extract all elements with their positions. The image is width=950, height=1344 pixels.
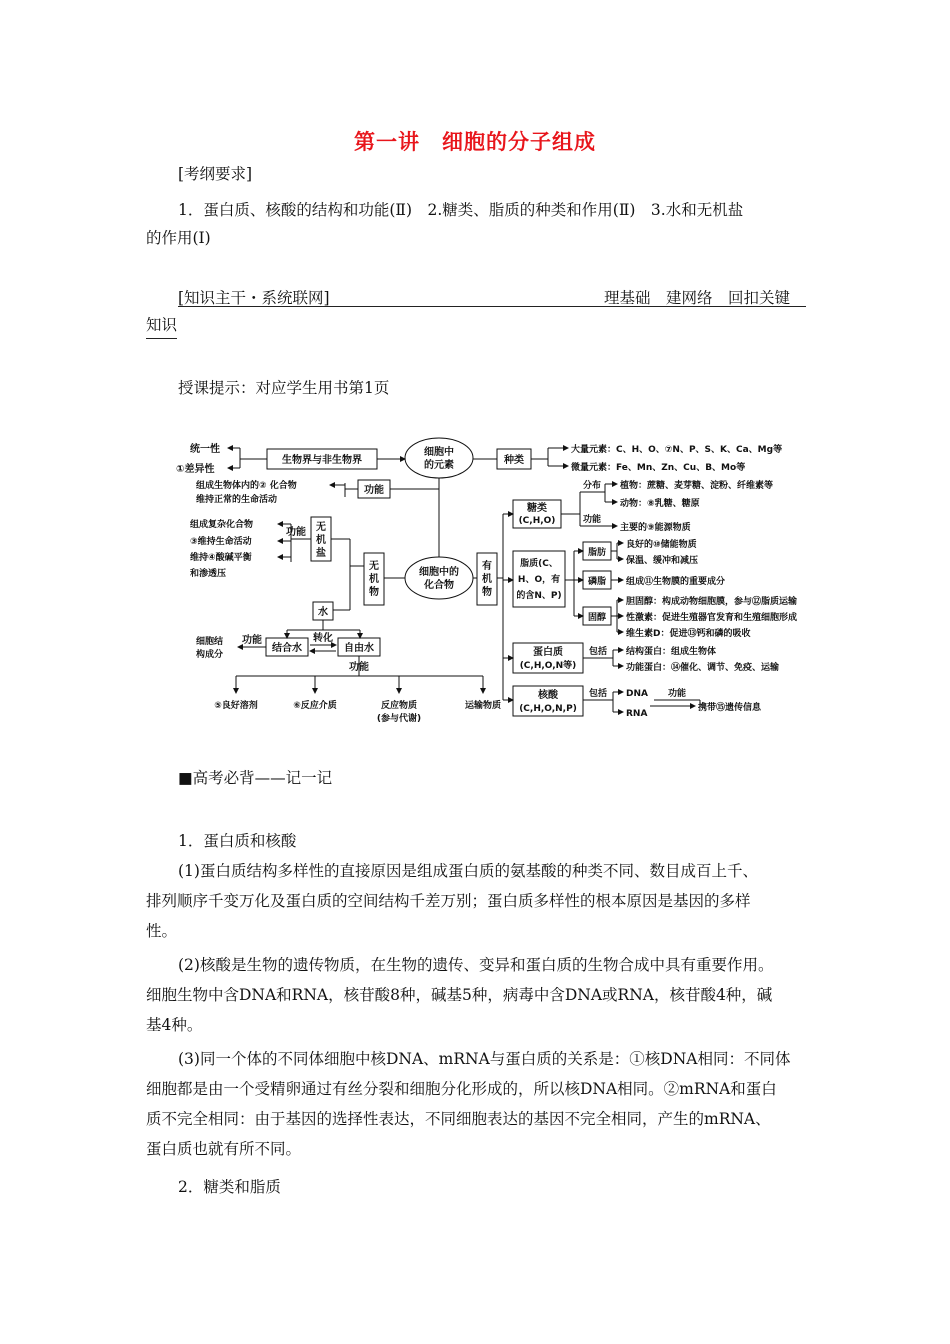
bio-relation-label: 生物界与非生物界 [282,455,362,466]
water-function-3b: (参与代谢) [376,714,422,724]
salt-function-2: ③维持生命活动 [190,537,252,547]
protein-function-2: 功能蛋白：⑭催化、调节、免疫、运输 [626,663,780,673]
water-label: 水 [318,607,328,618]
lipid-2: H、O，有 [517,575,561,585]
svg-text:物: 物 [482,587,492,598]
section-header-wrap: 知识 [146,312,177,339]
nucleic-elements: (C,H,O,N,P) [519,704,577,714]
svg-text:物: 物 [369,587,379,598]
page-title: 第一讲 细胞的分子组成 [354,130,596,154]
section-header-left: [知识主干・系统联网] [178,289,330,307]
cell-struct-2: 构成分 [196,650,224,660]
fat-function-2: 保温、缓冲和减压 [626,556,699,566]
center-top-1: 细胞中 [424,447,454,458]
salt-function-4: 和渗透压 [190,569,227,579]
protein-function-1: 结构蛋白：组成生物体 [626,647,717,657]
p2-line-3: 基4种。 [146,1016,203,1034]
sugar-elements: (C,H,O) [518,516,556,526]
salt-function-3: 维持④酸碱平衡 [190,553,252,563]
p1-line-1: (1)蛋白质结构多样性的直接原因是组成蛋白质的氨基酸的种类不同、数目成百上千、 [178,862,758,880]
element-function-2: 维持正常的生命活动 [196,495,278,505]
salt-function-1: 组成复杂化合物 [190,520,254,530]
sterol-function-3: 维生素D：促进⑬钙和磷的吸收 [626,629,751,639]
carry-label: 携带⑮遗传信息 [698,703,762,713]
phospholipid-function: 组成⑪生物膜的重要成分 [626,577,726,587]
diversity-label: ①差异性 [176,464,215,475]
center-bottom-1: 细胞中的 [419,567,459,578]
p3-line-4: 蛋白质也就有所不同。 [146,1140,302,1158]
memorize-heading: ■高考必背——记一记 [178,769,333,787]
sterol-function-1: 胆固醇：构成动物细胞膜，参与⑫脂质运输 [626,597,798,607]
svg-text:盐: 盐 [316,548,326,559]
water-function-2: ⑥反应介质 [293,701,337,711]
fat-function-1: 良好的⑩储能物质 [626,540,697,550]
svg-text:有: 有 [482,561,492,572]
requirements-label: [考纲要求] [178,165,253,183]
center-top-2: 的元素 [424,460,454,471]
requirements-line-1: 1．蛋白质、核酸的结构和功能(Ⅱ) 2.糖类、脂质的种类和作用(Ⅱ) 3.水和无机盐 [178,201,744,219]
section-1-title: 1．蛋白质和核酸 [178,832,297,850]
dna-label: DNA [626,689,648,699]
p3-line-3: 质不完全相同：由于基因的选择性表达，不同细胞表达的基因不完全相同，产生的mRNA、 [146,1110,771,1128]
lipid-3: 的含N、P) [516,591,562,601]
requirements-line-2: 的作用(Ⅰ) [146,229,211,247]
compounds-ellipse [405,557,473,599]
protein-include-label: 包括 [588,647,608,657]
free-water-label: 自由水 [344,643,374,654]
svg-text:机: 机 [316,535,326,546]
unity-label: 统一性 [190,444,220,455]
free-function-label: 功能 [349,662,369,673]
lipid-1: 脂质(C、 [520,559,558,569]
plant-label: 植物：蔗糖、麦芽糖、淀粉、纤维素等 [620,481,774,491]
p1-line-2: 排列顺序千变万化及蛋白质的空间结构千差万别；蛋白质多样性的根本原因是基因的多样 [146,892,751,910]
section-header-right: 理基础 建网络 回扣关键 [604,289,791,307]
nucleic-include-label: 包括 [588,689,608,699]
fat-label: 脂肪 [587,548,607,558]
salt-function-label: 功能 [286,527,306,538]
sterol-function-2: 性激素：促进生殖器官发育和生殖细胞形成 [626,613,798,623]
macro-label: 大量元素：C、H、O、⑦N、P、S、K、Ca、Mg等 [571,445,783,455]
nucleic-label: 核酸 [538,690,558,701]
element-function-label: 功能 [364,485,384,496]
animal-label: 动物：⑧乳糖、糖原 [620,499,700,509]
protein-label: 蛋白质 [533,647,563,658]
p2-line-2: 细胞生物中含DNA和RNA，核苷酸8种，碱基5种，病毒中含DNA或RNA，核苷酸4种，碱 [146,986,773,1004]
water-function-3a: 反应物质 [380,701,418,711]
micro-label: 微量元素：Fe、Mn、Zn、Cu、B、Mo等 [571,463,746,473]
sterol-label: 固醇 [587,613,607,623]
svg-text:无: 无 [369,561,379,572]
section-2-title: 2．糖类和脂质 [178,1178,281,1196]
svg-text:机: 机 [369,574,379,585]
svg-text:机: 机 [482,574,492,585]
svg-text:无: 无 [316,522,326,533]
sugar-label: 糖类 [527,503,547,514]
kinds-label: 种类 [504,455,524,466]
p1-line-3: 性。 [146,922,178,940]
protein-elements: (C,H,O,N等) [519,661,577,671]
center-bottom-2: 化合物 [424,580,454,591]
bound-water-label: 结合水 [272,643,302,654]
nucleic-function-label: 功能 [667,689,687,699]
sugar-function-label: 功能 [582,515,602,525]
p2-line-1: (2)核酸是生物的遗传物质，在生物的遗传、变异和蛋白质的生物合成中具有重要作用。 [178,956,774,974]
phospholipid-label: 磷脂 [587,577,607,587]
element-function-1: 组成生物体内的② 化合物 [196,481,297,491]
distribution-label: 分布 [582,481,602,491]
water-function-1: ⑤良好溶剂 [214,701,258,711]
lesson-hint: 授课提示：对应学生用书第1页 [178,379,390,397]
sugar-function: 主要的⑨能源物质 [620,523,691,533]
p3-line-2: 细胞都是由一个受精卵通过有丝分裂和细胞分化形成的，所以核DNA相同。②mRNA和蛋白 [146,1080,777,1098]
bound-function-label: 功能 [242,635,262,646]
rna-label: RNA [626,709,648,719]
transform-label: 转化 [313,633,333,644]
water-function-4: 运输物质 [464,701,502,711]
elements-ellipse [405,438,473,478]
cell-struct-1: 细胞结 [196,637,224,647]
p3-line-1: (3)同一个体的不同体细胞中核DNA、mRNA与蛋白质的关系是：①核DNA相同：不同体 [178,1050,791,1068]
